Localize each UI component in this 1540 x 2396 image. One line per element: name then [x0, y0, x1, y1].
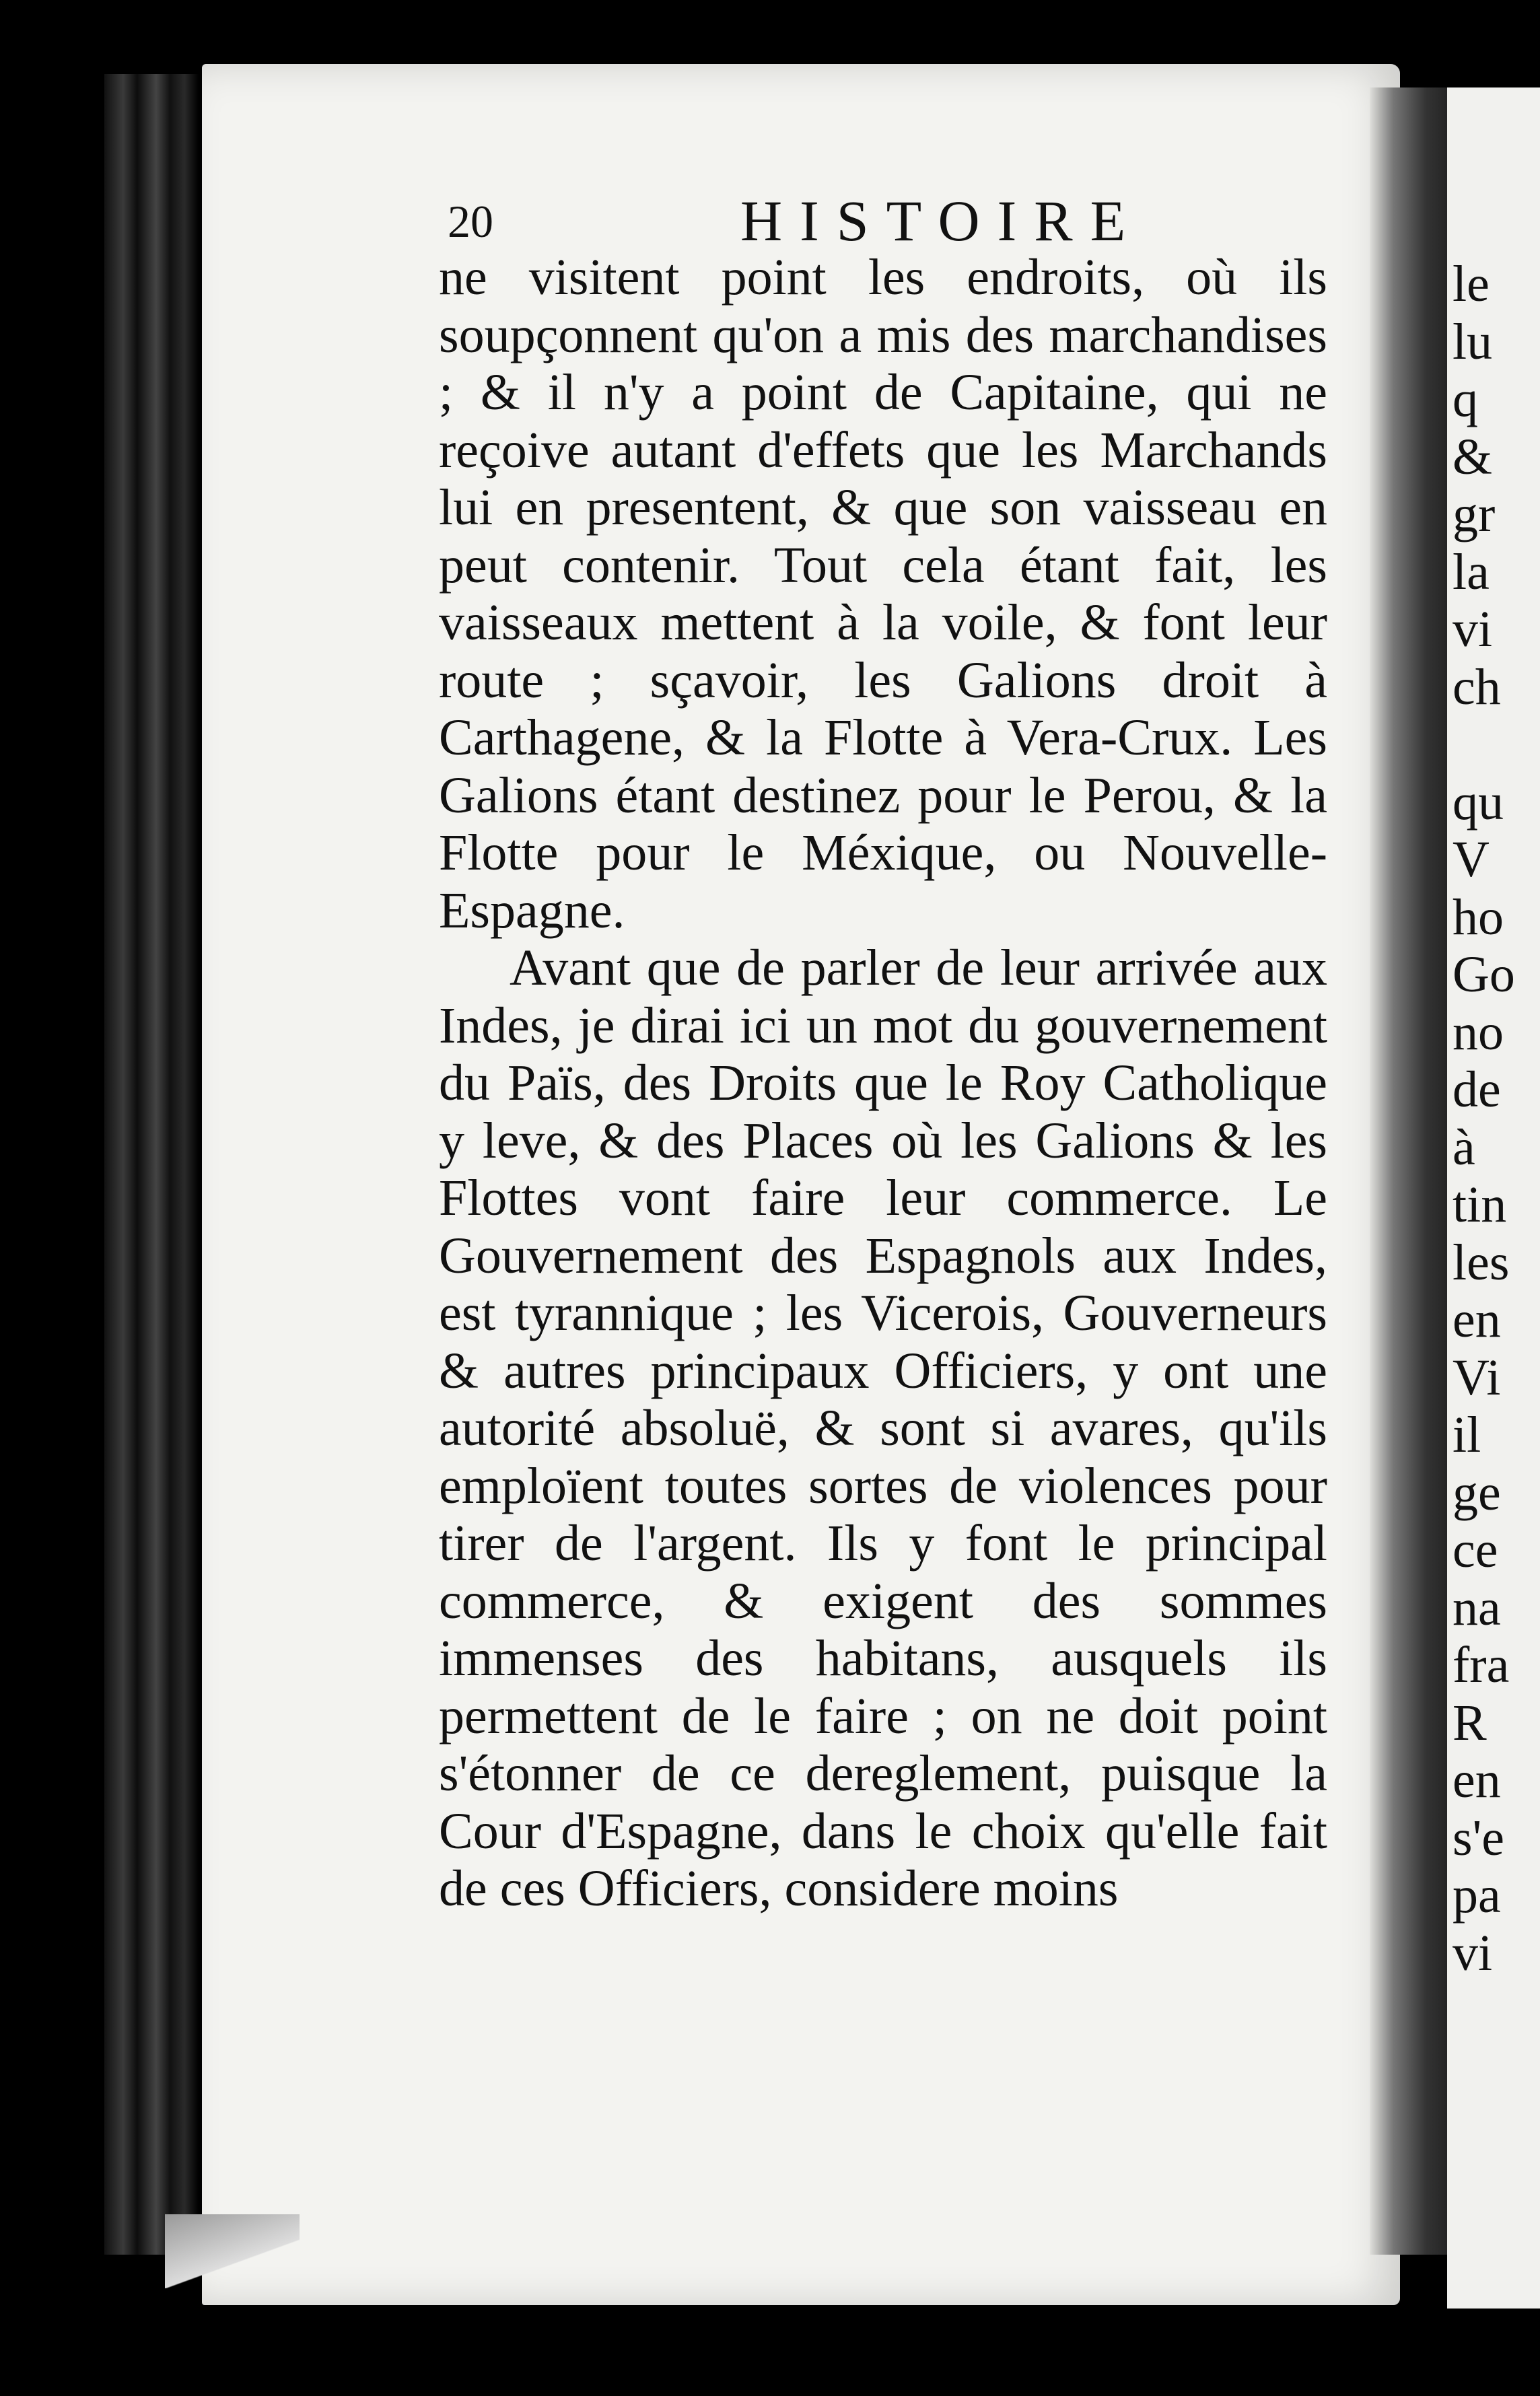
paragraph-2: Avant que de parler de leur arrivée aux Indes, je dirai ici un mot du gouvernement du Païs, des Droits que le Roy Catholique y leve, & des Places où les Galions & les Flottes vont faire leur commerce. Le Gouvernement des Espagnols aux Indes, est tyrannique ; les Vicerois, Gouverneurs & autres principaux Officiers, y ont une autorité absoluë, & sont si avares, qu'ils emploïent toutes sortes de violences pour tirer de l'argent. Ils y font le principal commerce, & exigent des sommes immenses des habitans, ausquels ils permettent de le faire ; on ne doit point s'étonner de ce dereglement, puisque la Cour d'Espagne, dans le choix qu'elle fait de ces Officiers, considere moins	[439, 940, 1327, 1917]
page-number: 20	[448, 196, 493, 247]
page-corner-fold	[165, 2214, 300, 2288]
paragraph-1: ne visitent point les endroits, où ils soupçonnent qu'on a mis des marchandises ; & il n'y a point de Capitaine, qui ne reçoive autant d'effets que les Marchands lui en presentent, & que son vaisseau en peut contenir. Tout cela étant fait, les vaisseaux mettent à la voile, & font leur route ; sçavoir, les Galions droit à Carthagene, & la Flotte à Vera-Crux. Les Galions étant destinez pour le Perou, & la Flotte pour le Méxique, ou Nouvelle-Espagne.	[439, 249, 1327, 939]
running-head: HISTOIRE	[740, 188, 1144, 253]
facing-page-text: le lu q & gr la vi ch qu V ho Go no de à tin les en Vi il ge ce na fra R en s'e pa vi	[1452, 256, 1515, 1981]
right-page	[1447, 87, 1540, 2309]
book-binding	[104, 74, 199, 2255]
body-text	[439, 249, 1327, 1918]
